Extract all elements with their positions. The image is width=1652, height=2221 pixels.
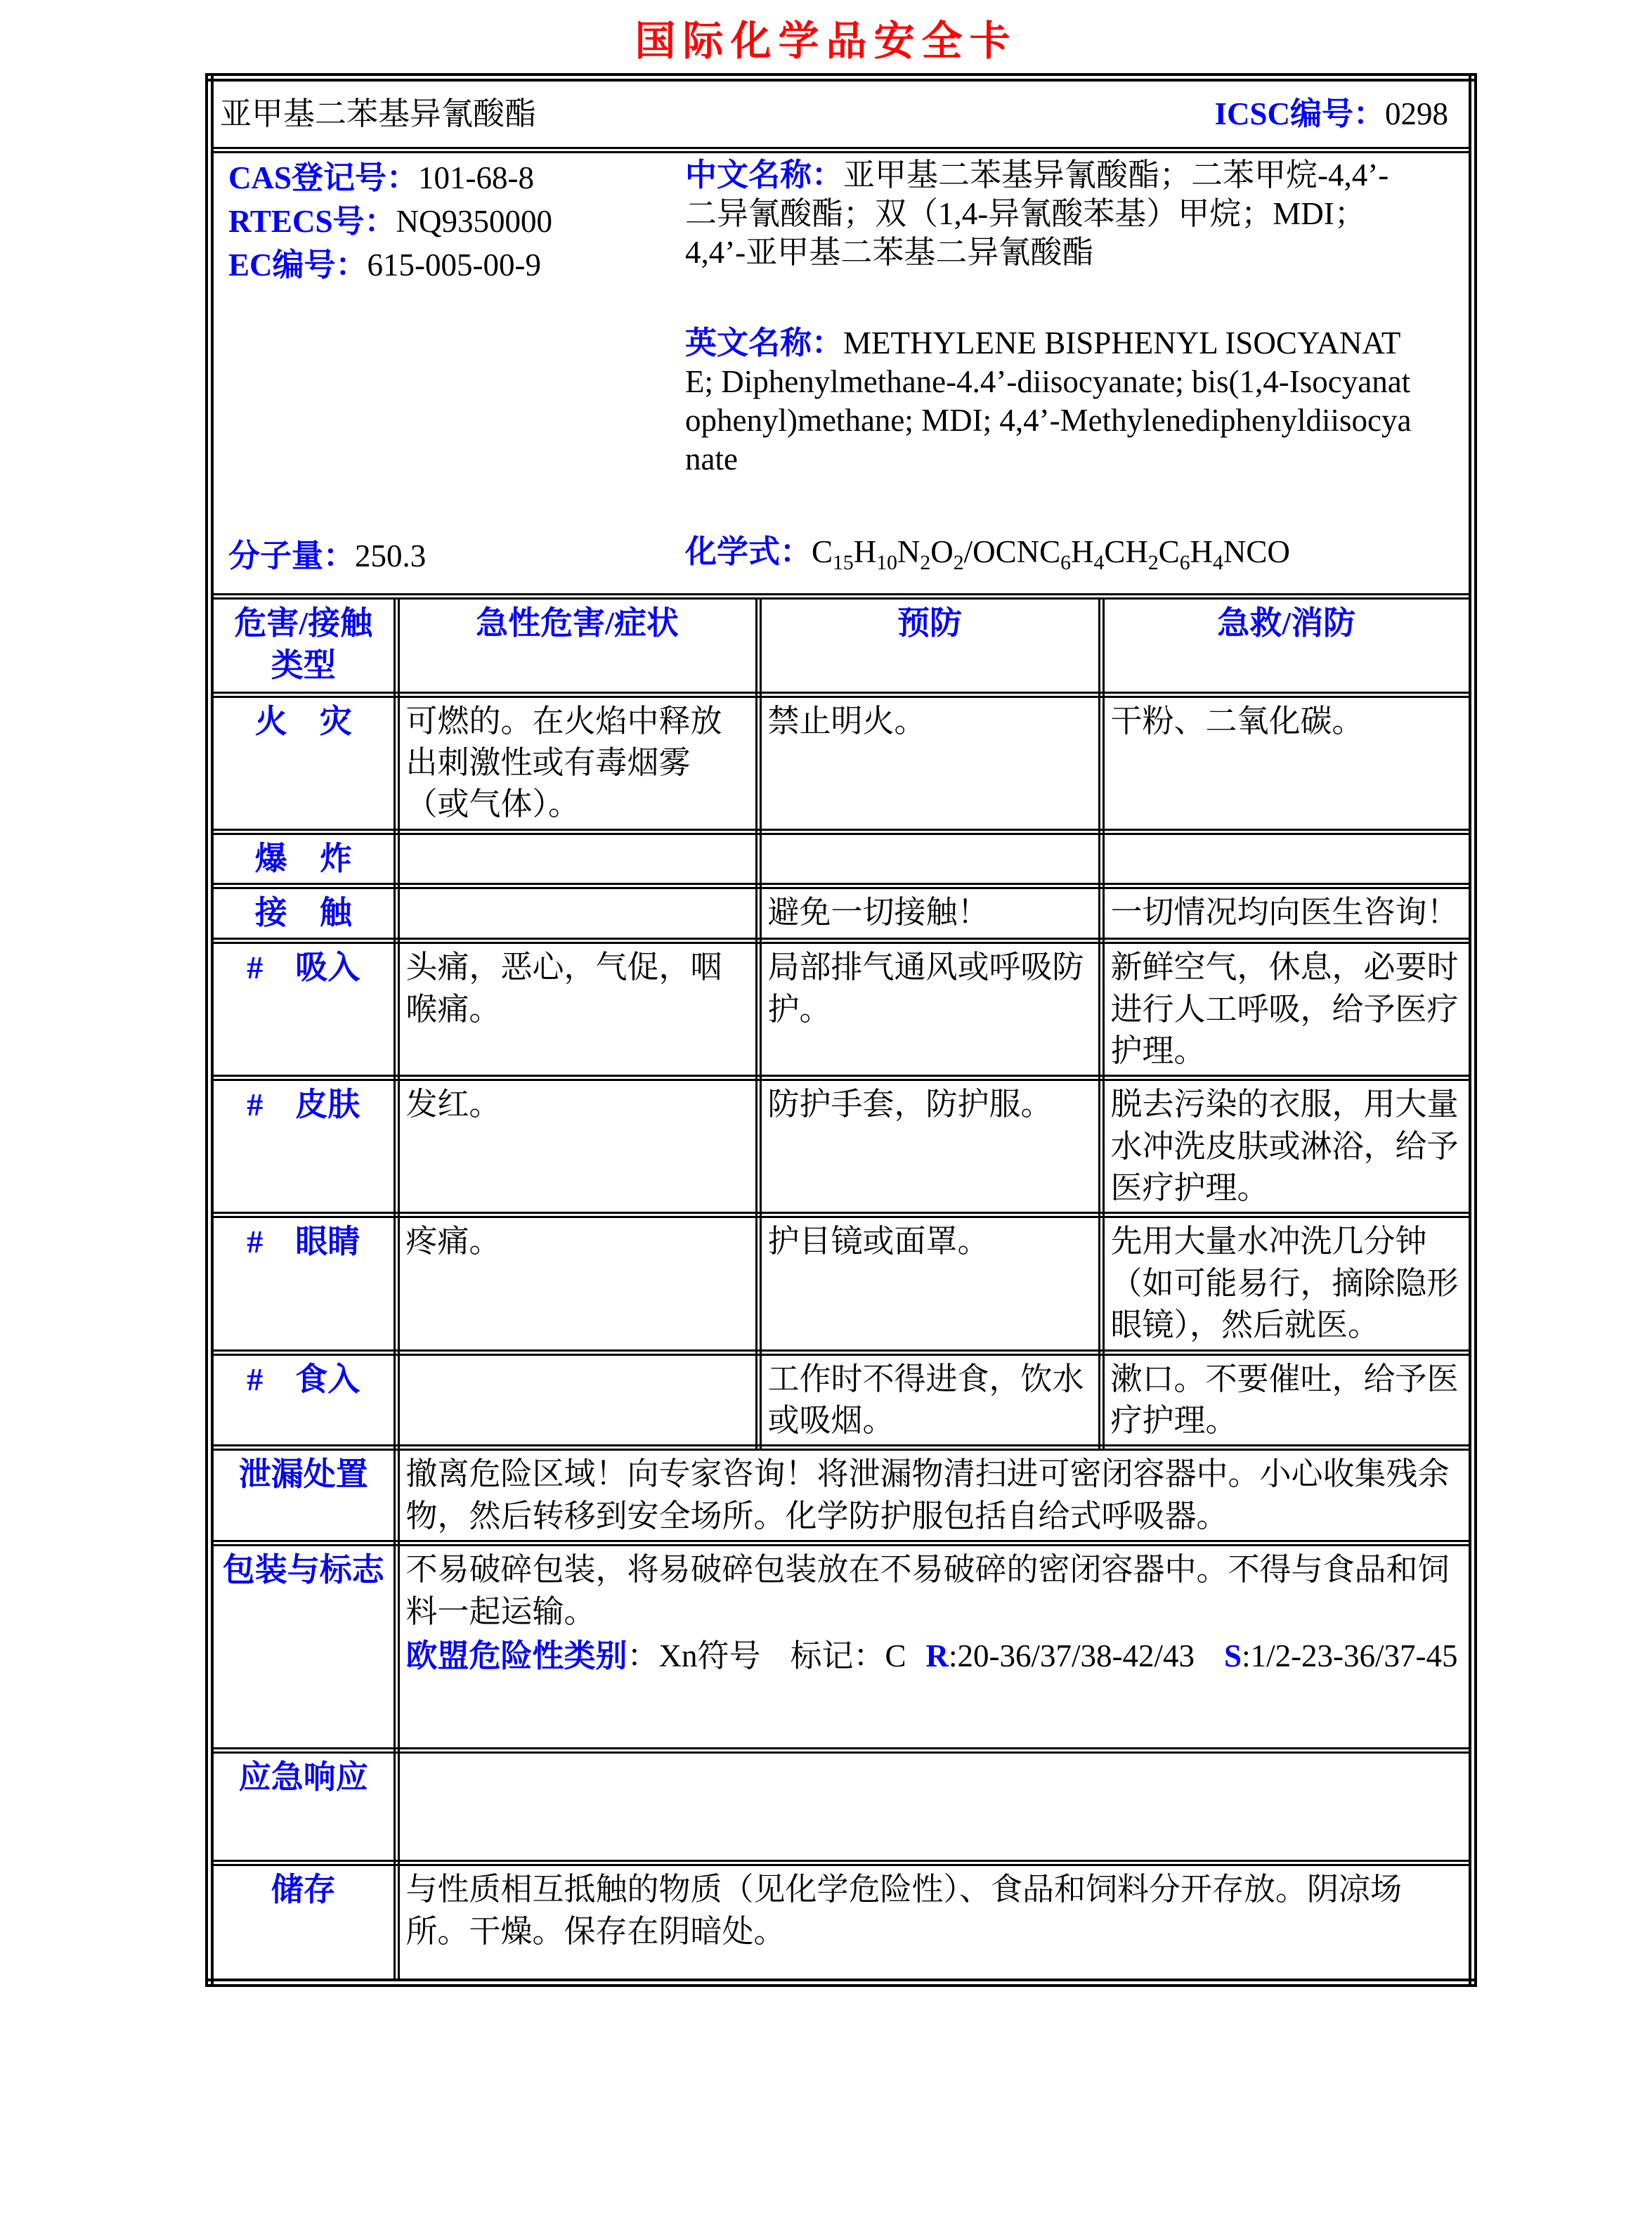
eu-classification-label: 欧盟危险性类别 (405, 1638, 627, 1673)
icsc-number-value: 0298 (1385, 96, 1448, 131)
table-row-fire (209, 694, 1473, 831)
molecular-weight-line (228, 536, 685, 577)
cas-value: 101-68-8 (418, 160, 535, 195)
exposure-symptoms-cell (396, 886, 758, 941)
english-name-text: METHYLENE BISPHENYL ISOCYANATE; Diphenylmethane-4.4’-diisocyanate; bis(1,4-Isocyanatophenyl)methane; MDI; 4,4’-Methylenediphenyldiisocyanate (685, 325, 1412, 477)
chemical-formula-line (685, 531, 1420, 577)
skin-row-label: # 皮肤 (209, 1078, 396, 1215)
ingestion-row-label: # 食入 (209, 1352, 396, 1448)
ingestion-first-aid-cell: 漱口。不要催吐，给予医疗护理。 (1101, 1352, 1473, 1448)
safety-card-table (205, 73, 1477, 1987)
rtecs-label: RTECS号： (228, 203, 396, 239)
table-row-exposure (209, 886, 1473, 941)
molecular-weight-value: 250.3 (355, 538, 427, 574)
table-row-packaging (209, 1543, 1473, 1751)
skin-prevention-cell: 防护手套，防护服。 (758, 1078, 1101, 1215)
rtecs-number-line (228, 200, 685, 243)
fire-prevention-cell: 禁止明火。 (758, 694, 1101, 831)
table-row (209, 150, 1473, 596)
ec-value: 615-005-00-9 (367, 247, 541, 283)
skin-first-aid-cell: 脱去污染的衣服，用大量水冲洗皮肤或淋浴，给予医疗护理。 (1101, 1078, 1473, 1215)
ingestion-prevention-cell: 工作时不得进食，饮水或吸烟。 (758, 1352, 1101, 1448)
fire-symptoms-cell: 可燃的。在火焰中释放出刺激性或有毒烟雾（或气体）。 (396, 694, 758, 831)
storage-content-cell: 与性质相互抵触的物质（见化学危险性）、食品和饲料分开存放。阴凉场所。干燥。保存在阴暗处。 (396, 1863, 1473, 1983)
exposure-first-aid-cell: 一切情况均向医生咨询！ (1101, 886, 1473, 941)
icsc-number-label: ICSC编号： (1214, 96, 1385, 131)
header-acute-symptoms: 急性危害/症状 (396, 596, 758, 694)
identity-names-column (685, 156, 1462, 578)
fire-row-label: 火 灾 (209, 694, 396, 831)
substance-name: 亚甲基二苯基异氰酸酯 (220, 96, 537, 131)
exposure-row-label: 接 触 (209, 886, 396, 941)
r-phrases-label: R (925, 1638, 949, 1673)
table-row (209, 77, 1473, 150)
identity-registry-column (220, 156, 685, 578)
chemical-formula-label: 化学式： (685, 534, 812, 570)
eu-classification-line (406, 1636, 1463, 1677)
inhalation-row-label: # 吸入 (209, 941, 396, 1078)
packaging-content-cell (396, 1543, 1473, 1751)
cas-number-line (228, 156, 685, 200)
inhalation-symptoms-cell: 头痛，恶心，气促，咽喉痛。 (396, 941, 758, 1078)
table-row-storage (209, 1863, 1473, 1983)
table-row-inhalation (209, 941, 1473, 1078)
table-row-spillage (209, 1448, 1473, 1543)
emergency-row-label: 应急响应 (209, 1751, 396, 1863)
eyes-first-aid-cell: 先用大量水冲洗几分钟（如可能易行，摘除隐形眼镜），然后就医。 (1101, 1215, 1473, 1352)
chinese-name-paragraph (685, 156, 1420, 272)
skin-symptoms-cell: 发红。 (396, 1078, 758, 1215)
chemical-formula-value: $C_{15}H_{10}N_2O_2/OCNC_6H_4CH_2C_6H_4NCO$ (812, 534, 1290, 575)
header-hazard-type: 危害/接触类型 (209, 596, 396, 694)
table-row-eyes (209, 1215, 1473, 1352)
eu-symbol: Xn符号 (658, 1638, 761, 1673)
table-row-emergency (209, 1751, 1473, 1863)
fire-first-aid-cell: 干粉、二氧化碳。 (1101, 694, 1473, 831)
eyes-row-label: # 眼睛 (209, 1215, 396, 1352)
packaging-row-label: 包装与标志 (209, 1543, 396, 1751)
icsc-number (1214, 93, 1462, 135)
storage-row-label: 储存 (209, 1863, 396, 1983)
page-title: 国际化学品安全卡 (635, 17, 1017, 65)
chinese-name-label: 中文名称： (685, 157, 844, 193)
table-row-explosion (209, 831, 1473, 886)
english-name-paragraph (685, 324, 1420, 479)
eu-mark: 标记：C (790, 1638, 906, 1673)
identity-cell (209, 150, 1473, 596)
ec-number-line (228, 243, 685, 287)
spillage-content-cell: 撤离危险区域！向专家咨询！将泄漏物清扫进可密闭容器中。小心收集残余物，然后转移到安全场所。化学防护服包括自给式呼吸器。 (396, 1448, 1473, 1543)
ec-label: EC编号： (228, 247, 368, 283)
english-name-label: 英文名称： (685, 325, 844, 361)
explosion-row-label: 爆 炸 (209, 831, 396, 886)
chinese-name-text: 亚甲基二苯基异氰酸酯；二苯甲烷-4,4’-二异氰酸酯；双（1,4-异氰酸苯基）甲烷；MDI；4,4’-亚甲基二苯基二异氰酸酯 (685, 157, 1389, 270)
s-phrases-label: S (1224, 1638, 1242, 1673)
r-phrases-value: :20-36/37/38-42/43 (949, 1638, 1195, 1673)
header-prevention: 预防 (758, 596, 1101, 694)
emergency-content-cell (396, 1751, 1473, 1863)
packaging-text: 不易破碎包装，将易破碎包装放在不易破碎的密闭容器中。不得与食品和饲料一起运输。 (405, 1552, 1450, 1629)
cas-label: CAS登记号： (228, 160, 419, 195)
eyes-symptoms-cell: 疼痛。 (396, 1215, 758, 1352)
exposure-prevention-cell: 避免一切接触！ (758, 886, 1101, 941)
name-row-cell (209, 77, 1473, 150)
s-phrases-value: :1/2-23-36/37-45 (1242, 1638, 1458, 1673)
table-row (209, 596, 1473, 694)
header-first-aid: 急救/消防 (1101, 596, 1473, 694)
ingestion-symptoms-cell (396, 1352, 758, 1448)
eyes-prevention-cell: 护目镜或面罩。 (758, 1215, 1101, 1352)
molecular-weight-label: 分子量： (228, 538, 356, 574)
explosion-first-aid-cell (1101, 831, 1473, 886)
eu-classification-colon: ： (627, 1638, 659, 1673)
table-row-skin (209, 1078, 1473, 1215)
inhalation-first-aid-cell: 新鲜空气，休息，必要时进行人工呼吸，给予医疗护理。 (1101, 941, 1473, 1078)
explosion-prevention-cell (758, 831, 1101, 886)
inhalation-prevention-cell: 局部排气通风或呼吸防护。 (758, 941, 1101, 1078)
rtecs-value: NQ9350000 (396, 203, 552, 239)
spillage-row-label: 泄漏处置 (209, 1448, 396, 1543)
table-row-ingestion (209, 1352, 1473, 1448)
explosion-symptoms-cell (396, 831, 758, 886)
